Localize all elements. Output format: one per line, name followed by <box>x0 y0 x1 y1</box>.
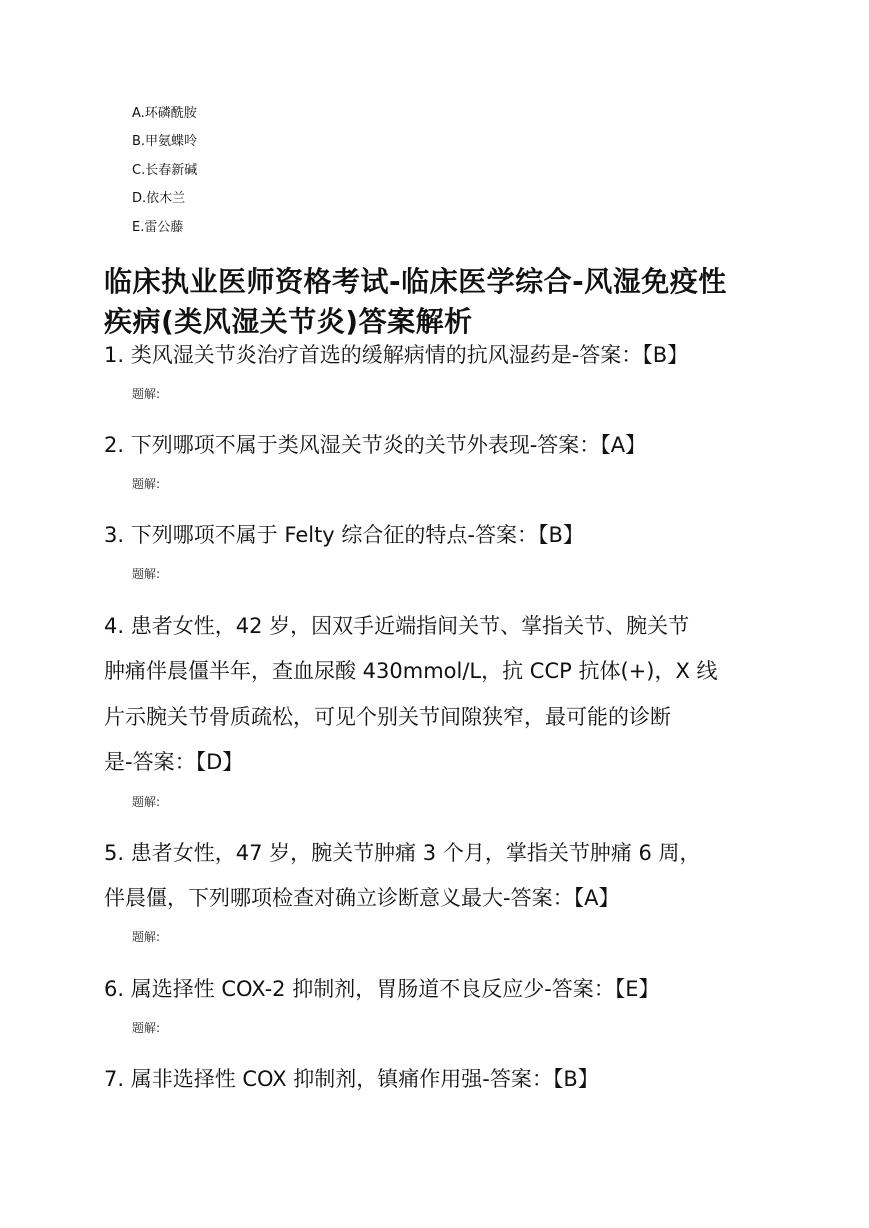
section-title-line2: 疾病(类风湿关节炎)答案解析 <box>104 305 473 338</box>
question-4-line1: 4. 患者女性，42 岁，因双手近端指间关节、掌指关节、腕关节 <box>104 614 690 638</box>
option-a: A.环磷酰胺 <box>132 106 197 121</box>
question-5-line2: 伴晨僵，下列哪项检查对确立诊断意义最大-答案：【A】 <box>104 886 620 910</box>
question-3-explain: 题解: <box>132 567 161 581</box>
option-e: E.雷公藤 <box>132 220 184 235</box>
option-b: B.甲氨蝶呤 <box>132 134 198 149</box>
section-title-line1: 临床执业医师资格考试-临床医学综合-风湿免疫性 <box>104 265 727 298</box>
question-6: 6. 属选择性 COX-2 抑制剂，胃肠道不良反应少-答案：【E】 <box>104 977 660 1001</box>
question-1-explain: 题解: <box>132 387 161 401</box>
question-5-explain: 题解: <box>132 930 161 944</box>
question-4-line4: 是-答案：【D】 <box>104 750 244 774</box>
question-1: 1. 类风湿关节炎治疗首选的缓解病情的抗风湿药是-答案：【B】 <box>104 343 689 367</box>
question-2-explain: 题解: <box>132 477 161 491</box>
question-7: 7. 属非选择性 COX 抑制剂，镇痛作用强-答案：【B】 <box>104 1067 599 1091</box>
question-4-explain: 题解: <box>132 795 161 809</box>
question-4-line2: 肿痛伴晨僵半年，查血尿酸 430mmol/L，抗 CCP 抗体(+)，X 线 <box>104 659 718 683</box>
option-d: D.依木兰 <box>132 191 186 206</box>
option-c: C.长春新碱 <box>132 163 198 178</box>
question-6-explain: 题解: <box>132 1021 161 1035</box>
question-4-line3: 片示腕关节骨质疏松，可见个别关节间隙狭窄，最可能的诊断 <box>104 705 671 729</box>
question-5-line1: 5. 患者女性，47 岁，腕关节肿痛 3 个月，掌指关节肿痛 6 周， <box>104 841 701 865</box>
question-2: 2. 下列哪项不属于类风湿关节炎的关节外表现-答案：【A】 <box>104 433 647 457</box>
question-3: 3. 下列哪项不属于 Felty 综合征的特点-答案：【B】 <box>104 523 584 547</box>
